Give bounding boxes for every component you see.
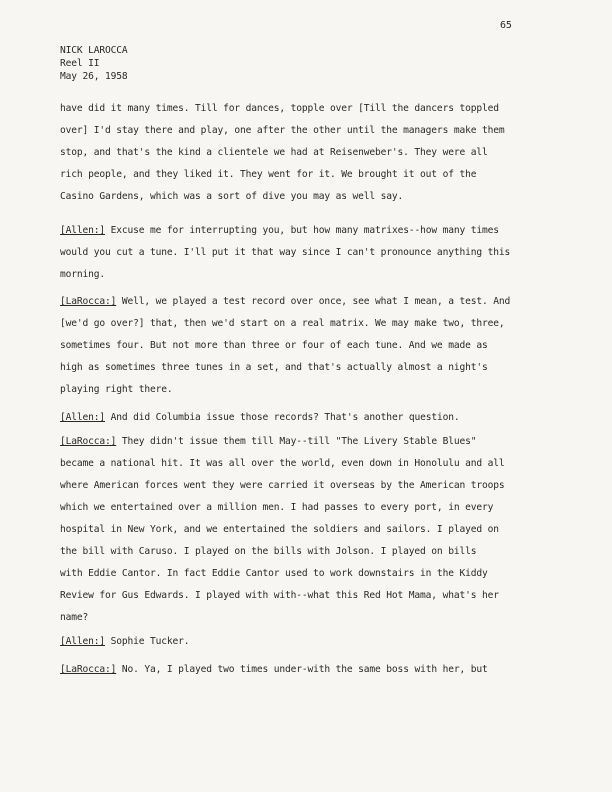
text-line: have did it many times. Till for dances, topple over [Till the dancers toppled xyxy=(60,103,499,114)
text-line: Casino Gardens, which was a sort of dive you may as well say. xyxy=(60,191,404,202)
speaker-label: [Allen:] xyxy=(60,225,106,236)
text-line: which we entertained over a million men. I had passes to every port, in every xyxy=(60,502,494,513)
text-line: [Allen:] Sophie Tucker. xyxy=(60,636,190,647)
text-line: [we'd go over?] that, then we'd start on a real matrix. We may make two, three, xyxy=(60,318,505,329)
text-line: [Allen:] And did Columbia issue those records? That's another question. xyxy=(60,412,460,423)
text-line: became a national hit. It was all over the world, even down in Honolulu and all xyxy=(60,458,505,469)
text-line: [LaRocca:] Well, we played a test record over once, see what I mean, a test. And xyxy=(60,296,511,307)
interview-date: May 26, 1958 xyxy=(60,71,128,82)
text-line: rich people, and they liked it. They went for it. We brought it out of the xyxy=(60,169,477,180)
text-line: hospital in New York, and we entertained the soldiers and sailors. I played on xyxy=(60,524,499,535)
text-line: stop, and that's the kind a clientele we had at Reisenweber's. They were all xyxy=(60,147,488,158)
speaker-label: [Allen:] xyxy=(60,412,106,423)
text-line: [LaRocca:] No. Ya, I played two times under-with the same boss with her, but xyxy=(60,664,488,675)
speaker-label: [Allen:] xyxy=(60,636,106,647)
text-line: over] I'd stay there and play, one after the other until the managers make them xyxy=(60,125,505,136)
text-line: would you cut a tune. I'll put it that way since I can't pronounce anything this xyxy=(60,247,511,258)
text-line: name? xyxy=(60,612,89,623)
text-line: with Eddie Cantor. In fact Eddie Cantor used to work downstairs in the Kiddy xyxy=(60,568,488,579)
page-number: 65 xyxy=(500,20,512,31)
text-line: morning. xyxy=(60,269,106,280)
text-line: [LaRocca:] They didn't issue them till May--till "The Livery Stable Blues" xyxy=(60,436,477,447)
transcript-header xyxy=(60,44,128,83)
speaker-label: [LaRocca:] xyxy=(60,664,117,675)
reel-label: Reel II xyxy=(60,58,100,69)
interviewee-name: NICK LAROCCA xyxy=(60,45,128,56)
text-line: Review for Gus Edwards. I played with with--what this Red Hot Mama, what's her xyxy=(60,590,499,601)
text-line: sometimes four. But not more than three or four of each tune. And we made as xyxy=(60,340,488,351)
text-line: [Allen:] Excuse me for interrupting you, but how many matrixes--how many times xyxy=(60,225,499,236)
text-line: where American forces went they were carried it overseas by the American troops xyxy=(60,480,505,491)
speaker-label: [LaRocca:] xyxy=(60,296,117,307)
speaker-label: [LaRocca:] xyxy=(60,436,117,447)
text-line: the bill with Caruso. I played on the bills with Jolson. I played on bills xyxy=(60,546,477,557)
text-line: high as sometimes three tunes in a set, and that's actually almost a night's xyxy=(60,362,488,373)
text-line: playing right there. xyxy=(60,384,173,395)
